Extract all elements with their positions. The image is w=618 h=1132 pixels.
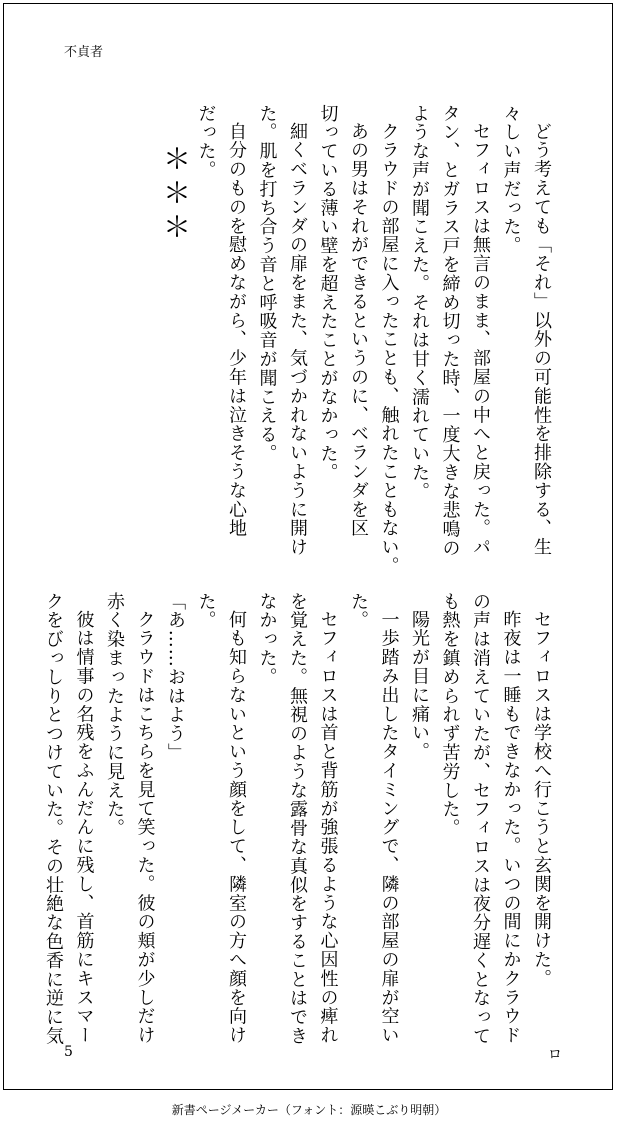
text-line: 陽光が目に痛い。: [409, 610, 430, 762]
page-number: 5: [64, 1044, 73, 1060]
text-line: た。肌を打ち合う音と呼吸音が聞こえる。: [256, 104, 278, 464]
text-line: セフィロスは学校へ行こうと玄関を開けた。: [531, 610, 552, 988]
text-line: 昨夜は一睡もできなかった。いつの間にかクラウド: [500, 610, 522, 1045]
text-line: あの男はそれができるというのに、ベランダを区: [348, 122, 369, 538]
text-line: 々しい声だった。: [500, 104, 522, 256]
text-line: クラウドの部屋に入ったことも、触れたこともない。: [378, 122, 400, 576]
text-line: 赤く染まったように見えた。: [104, 592, 125, 838]
text-line: 「あ……おはよう」: [165, 592, 186, 763]
text-line: クをびっしりとつけていた。その壮絶な色香に逆に気: [43, 592, 64, 1046]
paragraph: [38, 592, 99, 1046]
text-line: の声は消えていたが、セフィロスは夜分遅くとなって: [470, 592, 491, 1046]
page-frame: [3, 3, 613, 1090]
running-header: 不貞者: [64, 45, 104, 60]
text-line: どう考えても「それ」以外の可能性を排除する、生: [531, 122, 552, 557]
text-line: 彼は情事の名残をふんだんに残し、首筋にキスマー: [73, 610, 95, 1045]
text-line: タン、とガラス戸を締め切った時、一度大きな悲鳴の: [439, 104, 461, 558]
text-line: 切っている薄い壁を超えたことがなかった。: [317, 104, 339, 482]
text-line: た。: [195, 592, 217, 630]
paragraph: [251, 592, 343, 1046]
paragraph: [404, 104, 496, 558]
paragraph: [190, 592, 251, 1045]
paragraph: [343, 592, 404, 1045]
text-line: なかった。: [256, 592, 278, 687]
paragraph: [404, 592, 435, 1032]
paragraph: [99, 592, 160, 1045]
paragraph: [251, 104, 312, 557]
text-line: ような声が聞こえた。それは甘く濡れていた。: [409, 104, 430, 501]
scene-break-stars: ＊＊＊: [159, 143, 192, 246]
upper-text-block: [159, 104, 557, 576]
paragraph: [495, 104, 556, 557]
text-line: 細くベランダの扉をまた、気づかれないように開け: [287, 122, 308, 557]
paragraph: [190, 104, 251, 544]
text-line: クラウドはこちらを見て笑った。彼の頬が少しだけ: [134, 610, 156, 1045]
text-line: だった。: [195, 104, 217, 180]
folio-mark: ロ: [548, 1047, 562, 1063]
text-line: セフィロスは首と背筋が強張るような心因性の痺れ: [317, 610, 339, 1045]
lower-text-block: [38, 592, 557, 1046]
footer-credit: 新書ページメーカー（フォント：源暎こぶり明朝）: [171, 1103, 447, 1117]
paragraph: [526, 592, 557, 1032]
scene-break: [160, 104, 191, 544]
dialogue: [160, 592, 191, 1032]
text-line: 何も知らないという顔をして、隣室の方へ顔を向け: [226, 610, 247, 1045]
text-line: 一歩踏み出したタイミングで、隣の部屋の扉が空い: [378, 610, 400, 1045]
text-line: セフィロスは無言のまま、部屋の中へと戻った。パ: [470, 122, 491, 557]
text-line: た。: [348, 592, 369, 630]
text-line: 自分のものを慰めながら、少年は泣きそうな心地: [226, 122, 247, 538]
text-line: も熱を鎮められず苦労した。: [439, 592, 461, 838]
paragraph: [373, 104, 404, 576]
paragraph: [312, 104, 373, 544]
paragraph: [434, 592, 526, 1046]
text-line: を覚えた。無視のような露骨な真似をすることはでき: [287, 592, 308, 1046]
